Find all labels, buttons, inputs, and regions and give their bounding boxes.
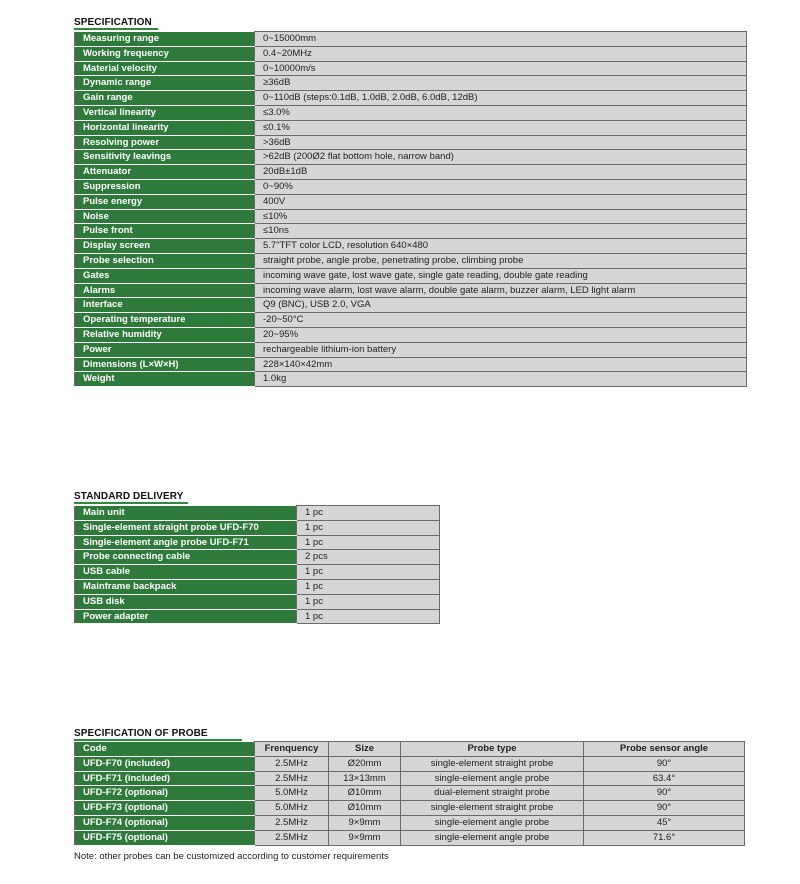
- delivery-row-label: Single-element straight probe UFD-F70: [75, 520, 297, 535]
- probe-cell-size: 9×9mm: [329, 830, 401, 845]
- probe-note: Note: other probes can be customized according to customer requirements: [74, 851, 389, 862]
- spec-row-value: incoming wave gate, lost wave gate, single gate reading, double gate reading: [255, 268, 747, 283]
- probe-cell-probe-type: single-element straight probe: [401, 801, 584, 816]
- delivery-row-value: 1 pc: [297, 535, 440, 550]
- delivery-row-value: 1 pc: [297, 565, 440, 580]
- delivery-row: [75, 579, 440, 594]
- spec-row-value: ≤10%: [255, 209, 747, 224]
- spec-row-value: 5.7"TFT color LCD, resolution 640×480: [255, 239, 747, 254]
- spec-row-value: ≤10ns: [255, 224, 747, 239]
- spec-row-label: Weight: [75, 372, 255, 387]
- spec-row-value: 20~95%: [255, 327, 747, 342]
- spec-row-label: Dynamic range: [75, 76, 255, 91]
- delivery-row-label: Mainframe backpack: [75, 579, 297, 594]
- probe-spec-title: SPECIFICATION OF PROBE: [74, 728, 208, 739]
- probe-cell-sensor-angle: 90°: [584, 756, 745, 771]
- delivery-row-value: 1 pc: [297, 579, 440, 594]
- probe-cell-probe-type: single-element angle probe: [401, 771, 584, 786]
- specification-table: [74, 31, 747, 387]
- probe-cell-size: Ø10mm: [329, 801, 401, 816]
- spec-row-label: Relative humidity: [75, 327, 255, 342]
- spec-row-label: Attenuator: [75, 165, 255, 180]
- spec-row: [75, 209, 747, 224]
- delivery-row-label: USB cable: [75, 565, 297, 580]
- spec-row-label: Power: [75, 342, 255, 357]
- delivery-row: [75, 550, 440, 565]
- probe-cell-code: UFD-F70 (included): [75, 756, 255, 771]
- spec-row: [75, 91, 747, 106]
- header-frequency: Frenquency: [255, 742, 329, 757]
- probe-row: [75, 786, 745, 801]
- probe-cell-size: 9×9mm: [329, 815, 401, 830]
- probe-row: [75, 801, 745, 816]
- spec-row-value: 20dB±1dB: [255, 165, 747, 180]
- delivery-title: STANDARD DELIVERY: [74, 491, 184, 502]
- spec-row: [75, 372, 747, 387]
- spec-row-label: Dimensions (L×W×H): [75, 357, 255, 372]
- spec-row-label: Pulse front: [75, 224, 255, 239]
- spec-row: [75, 165, 747, 180]
- delivery-row: [75, 535, 440, 550]
- probe-row: [75, 756, 745, 771]
- probe-cell-code: UFD-F71 (included): [75, 771, 255, 786]
- probe-cell-code: UFD-F74 (optional): [75, 815, 255, 830]
- delivery-title-bar: [74, 502, 188, 504]
- delivery-row-value: 2 pcs: [297, 550, 440, 565]
- spec-row-value: 0~110dB (steps:0.1dB, 1.0dB, 2.0dB, 6.0dB, 12dB): [255, 91, 747, 106]
- specification-title: SPECIFICATION: [74, 17, 152, 28]
- delivery-row: [75, 565, 440, 580]
- probe-row: [75, 830, 745, 845]
- spec-row: [75, 194, 747, 209]
- spec-row-label: Operating temperature: [75, 313, 255, 328]
- spec-row-label: Noise: [75, 209, 255, 224]
- spec-row: [75, 268, 747, 283]
- spec-row-label: Pulse energy: [75, 194, 255, 209]
- spec-row: [75, 342, 747, 357]
- spec-row: [75, 327, 747, 342]
- delivery-row-label: USB disk: [75, 594, 297, 609]
- spec-row-label: Gates: [75, 268, 255, 283]
- spec-row-label: Suppression: [75, 179, 255, 194]
- probe-cell-code: UFD-F72 (optional): [75, 786, 255, 801]
- spec-row: [75, 61, 747, 76]
- spec-row: [75, 224, 747, 239]
- probe-cell-size: Ø10mm: [329, 786, 401, 801]
- probe-cell-frequency: 2.5MHz: [255, 771, 329, 786]
- delivery-row-value: 1 pc: [297, 506, 440, 521]
- spec-row: [75, 357, 747, 372]
- probe-cell-code: UFD-F75 (optional): [75, 830, 255, 845]
- spec-row: [75, 120, 747, 135]
- spec-row-label: Resolving power: [75, 135, 255, 150]
- probe-spec-table: [74, 741, 745, 846]
- spec-row-value: >36dB: [255, 135, 747, 150]
- spec-row: [75, 179, 747, 194]
- spec-row: [75, 76, 747, 91]
- probe-cell-frequency: 5.0MHz: [255, 786, 329, 801]
- probe-cell-sensor-angle: 90°: [584, 786, 745, 801]
- probe-cell-probe-type: dual-element straight probe: [401, 786, 584, 801]
- spec-row: [75, 135, 747, 150]
- spec-row: [75, 298, 747, 313]
- spec-row-label: Horizontal linearity: [75, 120, 255, 135]
- delivery-row: [75, 609, 440, 624]
- spec-row: [75, 253, 747, 268]
- delivery-row-value: 1 pc: [297, 594, 440, 609]
- delivery-row-label: Probe connecting cable: [75, 550, 297, 565]
- spec-row-value: 0~90%: [255, 179, 747, 194]
- delivery-row-value: 1 pc: [297, 609, 440, 624]
- probe-cell-sensor-angle: 71.6°: [584, 830, 745, 845]
- spec-row-value: 400V: [255, 194, 747, 209]
- spec-row: [75, 283, 747, 298]
- spec-row: [75, 46, 747, 61]
- delivery-row: [75, 594, 440, 609]
- spec-row-label: Alarms: [75, 283, 255, 298]
- spec-row-value: incoming wave alarm, lost wave alarm, double gate alarm, buzzer alarm, LED light alarm: [255, 283, 747, 298]
- spec-row-value: 0~15000mm: [255, 32, 747, 47]
- probe-cell-size: Ø20mm: [329, 756, 401, 771]
- probe-cell-code: UFD-F73 (optional): [75, 801, 255, 816]
- probe-cell-probe-type: single-element angle probe: [401, 815, 584, 830]
- delivery-row: [75, 520, 440, 535]
- probe-header-row: [75, 742, 745, 757]
- spec-row-value: straight probe, angle probe, penetrating probe, climbing probe: [255, 253, 747, 268]
- spec-row: [75, 313, 747, 328]
- spec-row-value: 0~10000m/s: [255, 61, 747, 76]
- delivery-row-value: 1 pc: [297, 520, 440, 535]
- spec-row-label: Working frequency: [75, 46, 255, 61]
- spec-row-value: Q9 (BNC), USB 2.0, VGA: [255, 298, 747, 313]
- header-probe-type: Probe type: [401, 742, 584, 757]
- probe-cell-frequency: 5.0MHz: [255, 801, 329, 816]
- spec-row: [75, 32, 747, 47]
- probe-cell-frequency: 2.5MHz: [255, 756, 329, 771]
- probe-row: [75, 771, 745, 786]
- spec-row-label: Gain range: [75, 91, 255, 106]
- delivery-table: [74, 505, 440, 624]
- spec-row-label: Sensitivity leavings: [75, 150, 255, 165]
- specification-title-bar: [74, 28, 158, 30]
- probe-cell-frequency: 2.5MHz: [255, 830, 329, 845]
- header-sensor-angle: Probe sensor angle: [584, 742, 745, 757]
- spec-row-label: Display screen: [75, 239, 255, 254]
- probe-cell-probe-type: single-element angle probe: [401, 830, 584, 845]
- probe-cell-sensor-angle: 63.4°: [584, 771, 745, 786]
- spec-row-label: Material velocity: [75, 61, 255, 76]
- probe-row: [75, 815, 745, 830]
- spec-row-value: >62dB (200Ø2 flat bottom hole, narrow band): [255, 150, 747, 165]
- spec-row-value: ≤0.1%: [255, 120, 747, 135]
- spec-row: [75, 105, 747, 120]
- spec-row-value: -20~50°C: [255, 313, 747, 328]
- delivery-row: [75, 506, 440, 521]
- probe-cell-size: 13×13mm: [329, 771, 401, 786]
- spec-row-value: 1.0kg: [255, 372, 747, 387]
- delivery-row-label: Power adapter: [75, 609, 297, 624]
- spec-row-value: 0.4~20MHz: [255, 46, 747, 61]
- probe-cell-sensor-angle: 90°: [584, 801, 745, 816]
- spec-row-value: rechargeable lithium-ion battery: [255, 342, 747, 357]
- spec-row-value: ≤3.0%: [255, 105, 747, 120]
- spec-row-label: Probe selection: [75, 253, 255, 268]
- spec-row: [75, 150, 747, 165]
- spec-row-label: Measuring range: [75, 32, 255, 47]
- spec-row-value: ≥36dB: [255, 76, 747, 91]
- header-code: Code: [75, 742, 255, 757]
- probe-cell-frequency: 2.5MHz: [255, 815, 329, 830]
- spec-row: [75, 239, 747, 254]
- spec-row-label: Vertical linearity: [75, 105, 255, 120]
- delivery-row-label: Single-element angle probe UFD-F71: [75, 535, 297, 550]
- probe-cell-sensor-angle: 45°: [584, 815, 745, 830]
- probe-cell-probe-type: single-element straight probe: [401, 756, 584, 771]
- delivery-row-label: Main unit: [75, 506, 297, 521]
- spec-row-label: Interface: [75, 298, 255, 313]
- header-size: Size: [329, 742, 401, 757]
- spec-row-value: 228×140×42mm: [255, 357, 747, 372]
